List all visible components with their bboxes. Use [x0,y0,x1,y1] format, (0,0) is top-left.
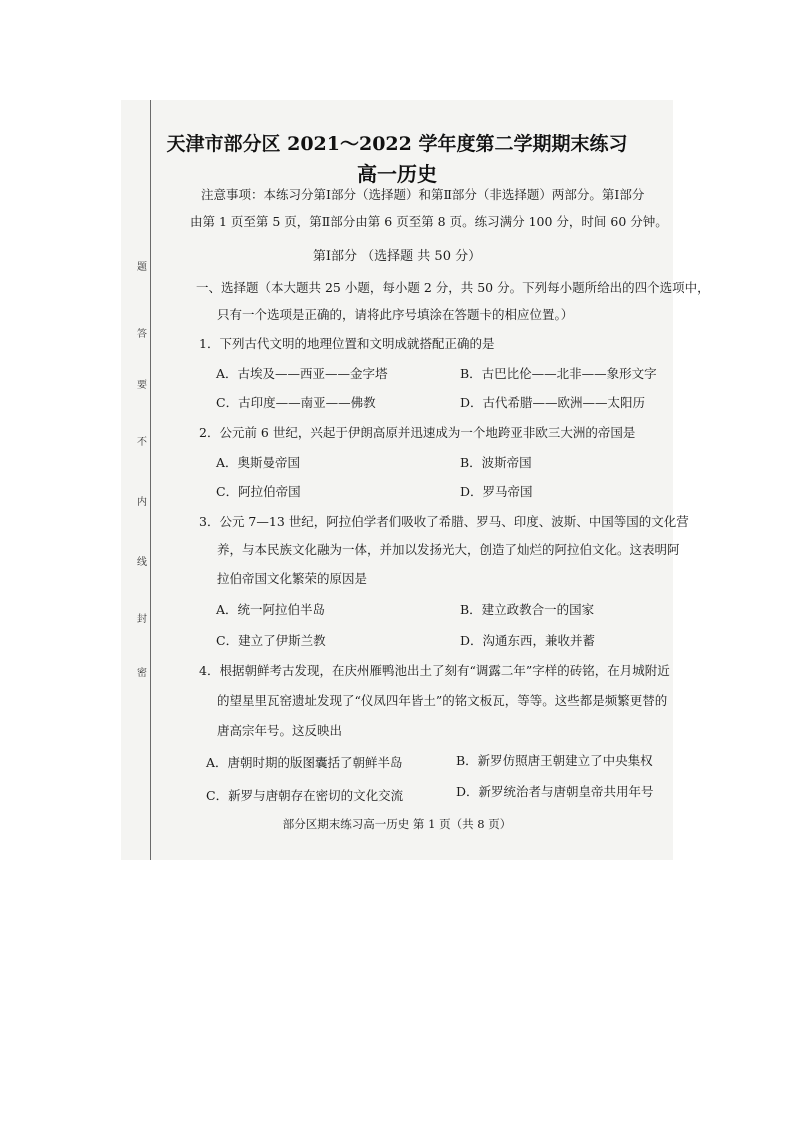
option-c: C．新罗与唐朝存在密切的文化交流 [206,788,404,803]
instruction-line: 只有一个选项是正确的，请将此序号填涂在答题卡的相应位置。） [217,307,574,322]
option-d: D．古代希腊——欧洲——太阳历 [460,395,646,410]
exam-subject: 高一历史 [357,162,437,186]
margin-char: 要 [137,380,147,391]
option-b: B．古巴比伦——北非——象形文字 [460,366,657,381]
option-d: D．罗马帝国 [460,484,533,499]
option-a: A．统一阿拉伯半岛 [216,602,326,617]
option-c: C．古印度——南亚——佛教 [216,395,376,410]
option-d: D．沟通东西，兼收并蓄 [460,633,596,648]
margin-char: 封 [137,614,147,625]
question-stem: 的望星里瓦窑遗址发现了“仪凤四年皆土”的铭文板瓦，等等。这些都是频繁更替的 [217,693,668,708]
binding-line [150,100,151,860]
margin-char: 密 [137,668,147,679]
margin-char: 内 [137,497,147,508]
option-a: A．奥斯曼帝国 [216,455,301,470]
question-stem: 唐高宗年号。这反映出 [217,723,343,738]
exam-title: 天津市部分区 2021～2022 学年度第二学期期末练习 [166,133,628,155]
option-a: A．唐朝时期的版图囊括了朝鲜半岛 [206,755,403,770]
notice-line: 由第 1 页至第 5 页，第Ⅱ部分由第 6 页至第 8 页。练习满分 100 分，时间 60 分钟。 [190,214,668,229]
option-b: B．新罗仿照唐王朝建立了中央集权 [456,753,653,768]
margin-char: 答 [137,329,147,340]
option-c: C．建立了伊斯兰教 [216,633,326,648]
option-c: C．阿拉伯帝国 [216,484,301,499]
question-stem: 拉伯帝国文化繁荣的原因是 [217,571,368,586]
question-stem: 养，与本民族文化融为一体，并加以发扬光大，创造了灿烂的阿拉伯文化。这表明阿 [217,542,680,557]
option-b: B．波斯帝国 [460,455,532,470]
exam-sheet [121,100,710,860]
page-footer: 部分区期末练习高一历史 第 1 页（共 8 页） [282,817,512,831]
question-stem: 2．公元前 6 世纪，兴起于伊朗高原并迅速成为一个地跨亚非欧三大洲的帝国是 [199,425,636,440]
question-stem: 1．下列古代文明的地理位置和文明成就搭配正确的是 [199,336,495,351]
margin-char: 线 [137,557,147,568]
margin-char: 题 [137,262,147,273]
question-stem: 4．根据朝鲜考古发现，在庆州雁鸭池出土了刻有“调露二年”字样的砖铭，在月城附近 [199,663,670,678]
question-stem: 3．公元 7—13 世纪，阿拉伯学者们吸收了希腊、罗马、印度、波斯、中国等国的文化营 [199,514,689,529]
margin-char: 不 [137,437,147,448]
section-title: 第Ⅰ部分 （选择题 共 50 分） [312,249,482,264]
option-b: B．建立政教合一的国家 [460,602,595,617]
notice-line: 注意事项：本练习分第Ⅰ部分（选择题）和第Ⅱ部分（非选择题）两部分。第Ⅰ部分 [201,187,645,202]
instruction-line: 一、选择题（本大题共 25 小题，每小题 2 分，共 50 分。下列每小题所给出的四个选项中， [196,280,710,295]
option-a: A．古埃及——西亚——金字塔 [216,366,388,381]
option-d: D．新罗统治者与唐朝皇帝共用年号 [456,784,654,799]
